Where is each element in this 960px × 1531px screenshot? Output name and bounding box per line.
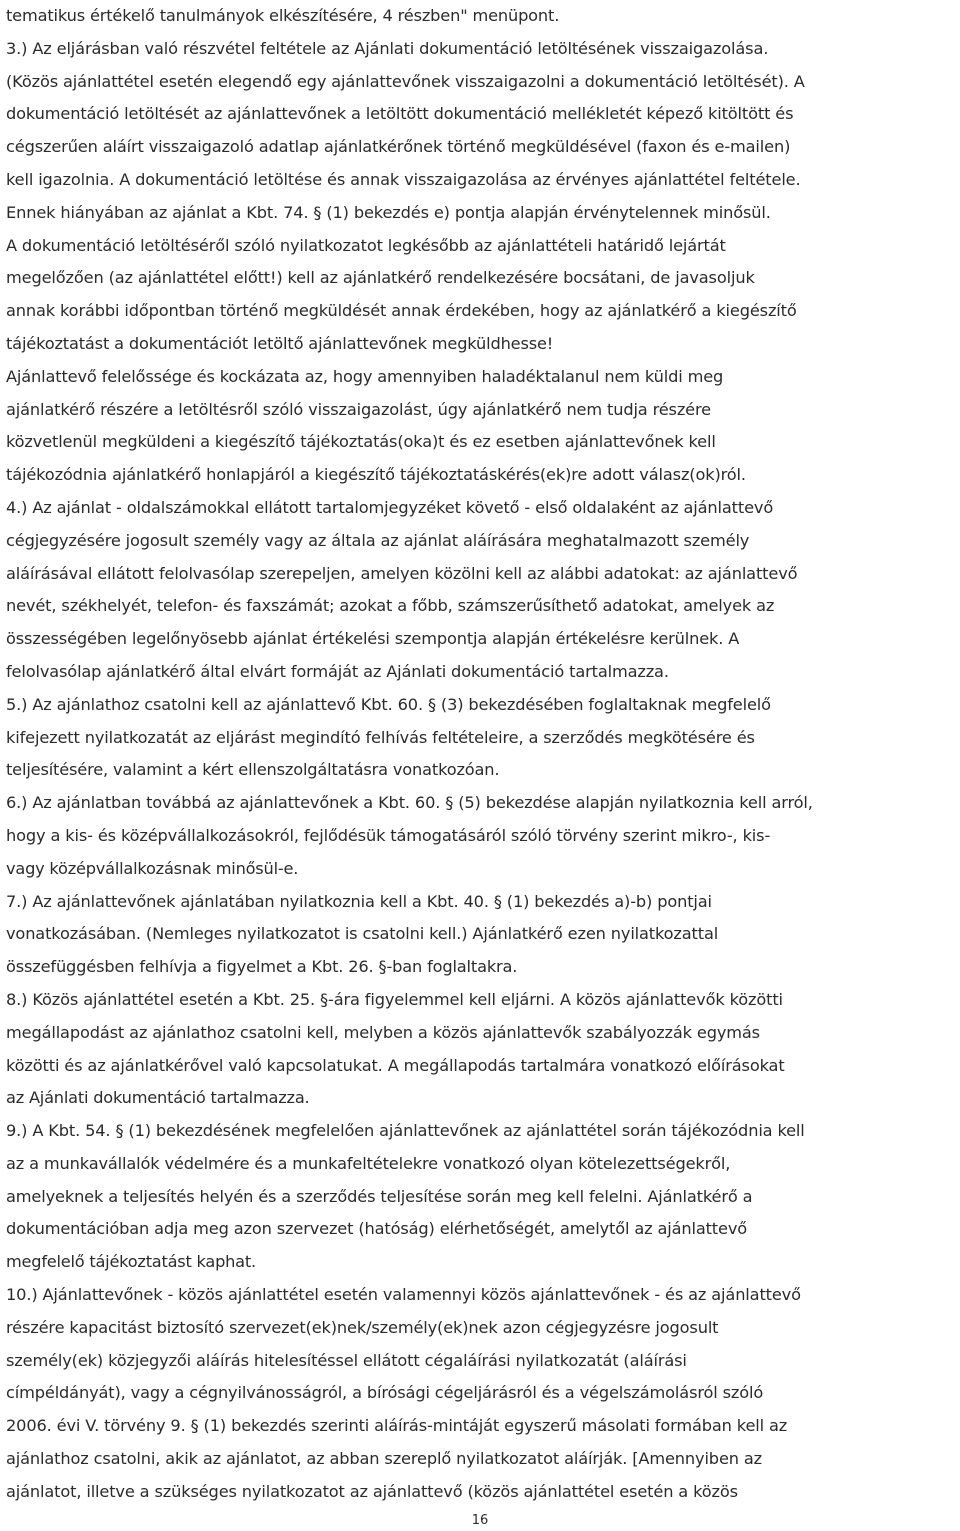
text-line: 4.) Az ajánlat - oldalszámokkal ellátott tartalomjegyzéket követő - első oldalaként az ajánlattevő [6, 497, 774, 517]
text-line: 3.) Az eljárásban való részvétel feltétele az Ajánlati dokumentáció letöltésének visszaigazolása. [6, 38, 769, 58]
text-line: megfelelő tájékoztatást kaphat. [6, 1252, 256, 1272]
text-line: cégszerűen aláírt visszaigazoló adatlap ajánlatkérőnek történő megküldésével (faxon és e-mailen) [6, 137, 791, 157]
text-line: 5.) Az ajánlathoz csatolni kell az ajánlattevő Kbt. 60. § (3) bekezdésében foglaltaknak megfelelő [6, 694, 771, 714]
text-line: megelőzően (az ajánlattétel előtt!) kell az ajánlatkérő rendelkezésére bocsátani, de javasoljuk [6, 268, 755, 288]
text-line: vonatkozásában. (Nemleges nyilatkozatot is csatolni kell.) Ajánlatkérő ezen nyilatkozattal [6, 924, 719, 944]
text-line: A dokumentáció letöltéséről szóló nyilatkozatot legkésőbb az ajánlattételi határidő lejártát [6, 235, 726, 255]
text-line: dokumentációban adja meg azon szervezet (hatóság) elérhetőségét, amelytől az ajánlattevő [6, 1219, 748, 1239]
text-line: közötti és az ajánlatkérővel való kapcsolatukat. A megállapodás tartalmára vonatkozó előírásokat [6, 1055, 785, 1075]
text-line: ajánlathoz csatolni, akik az ajánlatot, az abban szereplő nyilatkozatot aláírják. [Amennyiben az [6, 1449, 763, 1469]
text-line: ajánlatkérő részére a letöltésről szóló visszaigazolást, úgy ajánlatkérő nem tudja részére [6, 399, 711, 419]
text-line: Ajánlattevő felelőssége és kockázata az, hogy amennyiben haladéktalanul nem küldi meg [6, 366, 724, 386]
text-line: 9.) A Kbt. 54. § (1) bekezdésének megfelelően ajánlattevőnek az ajánlattétel során tájékozódnia kell [6, 1121, 805, 1141]
text-line: kell igazolnia. A dokumentáció letöltése és annak visszaigazolása az érvényes ajánlattétel feltétele. [6, 169, 801, 189]
text-line: 8.) Közös ajánlattétel esetén a Kbt. 25. §-ára figyelemmel kell eljárni. A közös ajánlattevők közötti [6, 989, 783, 1009]
text-line: teljesítésére, valamint a kért ellenszolgáltatásra vonatkozóan. [6, 760, 500, 780]
text-line: nevét, székhelyét, telefon- és faxszámát; azokat a főbb, számszerűsíthető adatokat, amelyek az [6, 596, 775, 616]
text-line: 6.) Az ajánlatban továbbá az ajánlattevőnek a Kbt. 60. § (5) bekezdése alapján nyilatkoznia kell arról, [6, 793, 813, 813]
text-line: összességében legelőnyösebb ajánlat értékelési szempontja alapján értékelésre kerülnek. A [6, 629, 740, 649]
document-page [6, 0, 958, 1509]
text-line: az a munkavállalók védelmére és a munkafeltételekre vonatkozó olyan kötelezettségekről, [6, 1153, 731, 1173]
text-line: kifejezett nyilatkozatát az eljárást megindító felhívás feltételeire, a szerződés megkötésére és [6, 727, 755, 747]
text-line: címpéldányát), vagy a cégnyilvánosságról, a bírósági cégeljárásról és a végelszámolásról szóló [6, 1383, 764, 1403]
text-line: vagy középvállalkozásnak minősül-e. [6, 858, 299, 878]
text-line: felolvasólap ajánlatkérő által elvárt formáját az Ajánlati dokumentáció tartalmazza. [6, 661, 669, 681]
text-line: annak korábbi időpontban történő megküldését annak érdekében, hogy az ajánlatkérő a kiegészítő [6, 301, 797, 321]
text-line: tematikus értékelő tanulmányok elkészítésére, 4 részben" menüpont. [6, 6, 560, 25]
text-line: Ennek hiányában az ajánlat a Kbt. 74. § (1) bekezdés e) pontja alapján érvénytelennek minősül. [6, 202, 771, 222]
text-line: megállapodást az ajánlathoz csatolni kell, melyben a közös ajánlattevők szabályozzák egymás [6, 1022, 760, 1042]
document-body [6, 0, 958, 1509]
text-line: cégjegyzésére jogosult személy vagy az általa az ajánlat aláírására meghatalmazott személy [6, 530, 750, 550]
text-line: aláírásával ellátott felolvasólap szerepeljen, amelyen közölni kell az alábbi adatokat: az ajánlattevő [6, 563, 798, 583]
text-line: ajánlatot, illetve a szükséges nyilatkozatot az ajánlattevő (közös ajánlattétel esetén a közös [6, 1481, 738, 1501]
text-line: személy(ek) közjegyzői aláírás hitelesítéssel ellátott cégaláírási nyilatkozatát (aláírási [6, 1350, 687, 1370]
text-line: tájékozódnia ajánlatkérő honlapjáról a kiegészítő tájékoztatáskérés(ek)re adott válasz(ok)ról. [6, 465, 746, 485]
text-line: 7.) Az ajánlattevőnek ajánlatában nyilatkoznia kell a Kbt. 40. § (1) bekezdés a)-b) pontjai [6, 891, 712, 911]
text-line: részére kapacitást biztosító szervezet(ek)nek/személy(ek)nek azon cégjegyzésre jogosult [6, 1317, 719, 1337]
text-line: (Közös ajánlattétel esetén elegendő egy ajánlattevőnek visszaigazolni a dokumentáció letöltését). A [6, 71, 805, 91]
text-line: hogy a kis- és középvállalkozásokról, fejlődésük támogatásáról szóló törvény szerint mikro-, kis- [6, 825, 771, 845]
text-line: 10.) Ajánlattevőnek - közös ajánlattétel esetén valamennyi közös ajánlattevőnek - és az ajánlattevő [6, 1285, 801, 1305]
text-line: dokumentáció letöltését az ajánlattevőnek a letöltött dokumentáció mellékletét képező kitöltött és [6, 104, 794, 124]
text-line: 2006. évi V. törvény 9. § (1) bekezdés szerinti aláírás-mintáját egyszerű másolati formában kell az [6, 1416, 788, 1436]
text-line: összefüggésben felhívja a figyelmet a Kbt. 26. §-ban foglaltakra. [6, 957, 518, 977]
text-line: közvetlenül megküldeni a kiegészítő tájékoztatás(oka)t és ez esetben ajánlattevőnek kell [6, 432, 716, 452]
text-line: tájékoztatást a dokumentációt letöltő ajánlattevőnek megküldhesse! [6, 333, 554, 353]
text-line: az Ajánlati dokumentáció tartalmazza. [6, 1088, 310, 1108]
page-number: 16 [471, 1513, 489, 1528]
text-line: amelyeknek a teljesítés helyén és a szerződés teljesítése során meg kell felelni. Ajánlatkérő a [6, 1186, 753, 1206]
